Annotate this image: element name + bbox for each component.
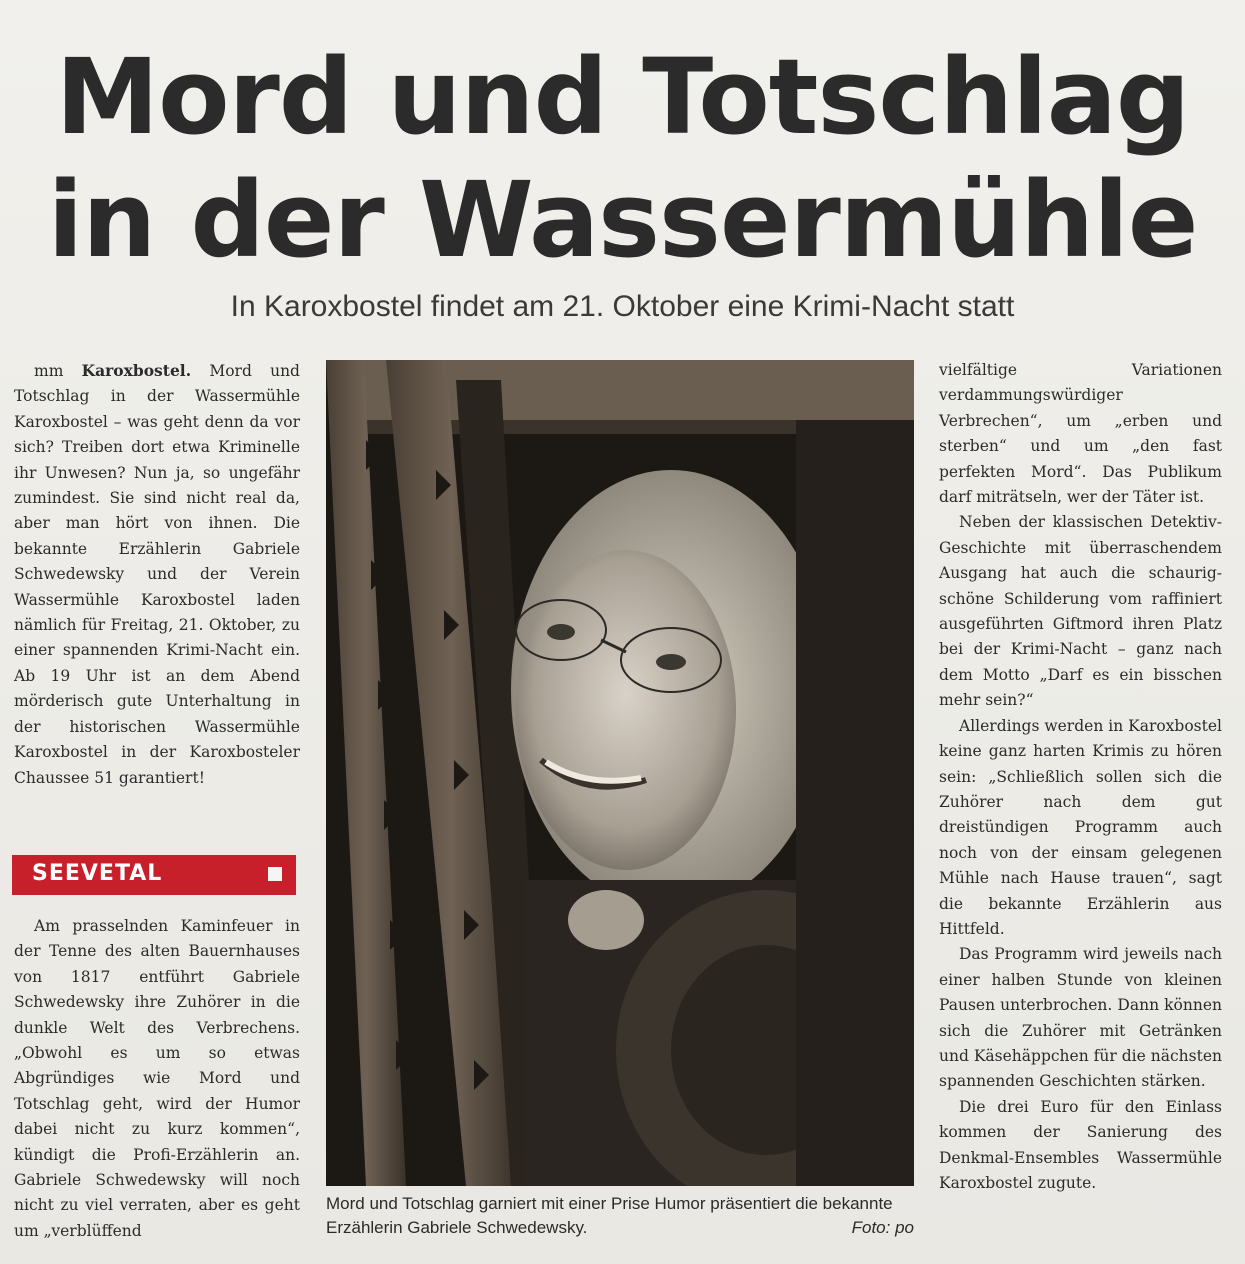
kicker-label: SEEVETAL [32,861,163,886]
photo-credit: Foto: po [851,1218,914,1237]
subheadline: In Karoxbostel findet am 21. Oktober eine Krimi-Nacht statt [230,290,1015,323]
photo-illustration [326,360,914,1186]
column-3 [939,358,1222,1196]
article-photo [326,360,914,1186]
column-1-bottom [14,914,300,1244]
headline-line-2: in der Wassermühle [47,159,1198,281]
col3-paragraph-2: Neben der klassischen Detektiv-Geschichte mit überraschendem Ausgang hat auch die schaurig-schöne Schilderung vom raffiniert ausgeführten Giftmord ihren Platz bei der Krimi-Nacht – ganz nach dem Motto „Darf es ein bisschen mehr sein?“ [939,513,1222,710]
headline-line-1: Mord und Totschlag [55,36,1190,158]
photo-caption [326,1192,916,1240]
dateline-place: Karoxbostel. [81,361,192,380]
square-icon [268,867,282,881]
dateline-prefix: mm [34,362,82,380]
col3-paragraph-5: Die drei Euro für den Einlass kommen der Sanierung des Denkmal-Ensembles Wassermühle Karoxbostel zugute. [939,1097,1222,1192]
column-1-top [14,358,300,791]
caption-text: Mord und Totschlag garniert mit einer Prise Humor präsentiert die bekannte Erzählerin Gabriele Schwedewsky. [326,1194,893,1237]
lead-paragraph [14,358,300,791]
col3-paragraph-1: vielfältige Variationen verdammungswürdiger Verbrechen“, um „erben und sterben“ und um „den fast perfekten Mord“. Das Publikum darf miträtseln, wer der Täter ist. [939,361,1222,507]
lead-text: Mord und Totschlag in der Wassermühle Karoxbostel – was geht denn da vor sich? Treiben dort etwa Kriminelle ihr Unwesen? Nun ja, so ungefähr zumindest. Sie sind nicht real da, aber man hört von ihnen. Die bekannte Erzählerin Gabriele Schwedewsky und der Verein Wassermühle Karoxbostel laden nämlich für Freitag, 21. Oktober, zu einer spannenden Krimi-Nacht ein. Ab 19 Uhr ist an dem Abend mörderisch gute Unterhaltung in der historischen Wassermühle Karoxbostel in der Karoxbosteler Chaussee 51 garantiert! [14,362,300,787]
section-kicker [12,855,296,895]
col3-paragraph-3: Allerdings werden in Karoxbostel keine ganz harten Krimis zu hören sein: „Schließlich sollen sich die Zuhörer nach dem gut dreistündigen Programm auch noch von der einsam gelegenen Mühle nach Hause trauen“, sagt die bekannte Erzählerin aus Hittfeld. [939,716,1222,938]
paragraph-2: Am prasselnden Kaminfeuer in der Tenne des alten Bauernhauses von 1817 entführt Gabriele Schwedewsky ihre Zuhörer in die dunkle Welt des Verbrechens. „Obwohl es um so etwas Abgründiges wie Mord und Totschlag geht, wird der Humor dabei nicht zu kurz kommen“, kündigt die Profi-Erzählerin an. Gabriele Schwedewsky will noch nicht zu viel verraten, aber es geht um „verblüffend [14,917,300,1240]
col3-paragraph-4: Das Programm wird jeweils nach einer halben Stunde von kleinen Pausen unterbrochen. Dann können sich die Zuhörer mit Getränken und Käsehäppchen für die nächsten spannenden Geschichten stärken. [939,945,1222,1091]
